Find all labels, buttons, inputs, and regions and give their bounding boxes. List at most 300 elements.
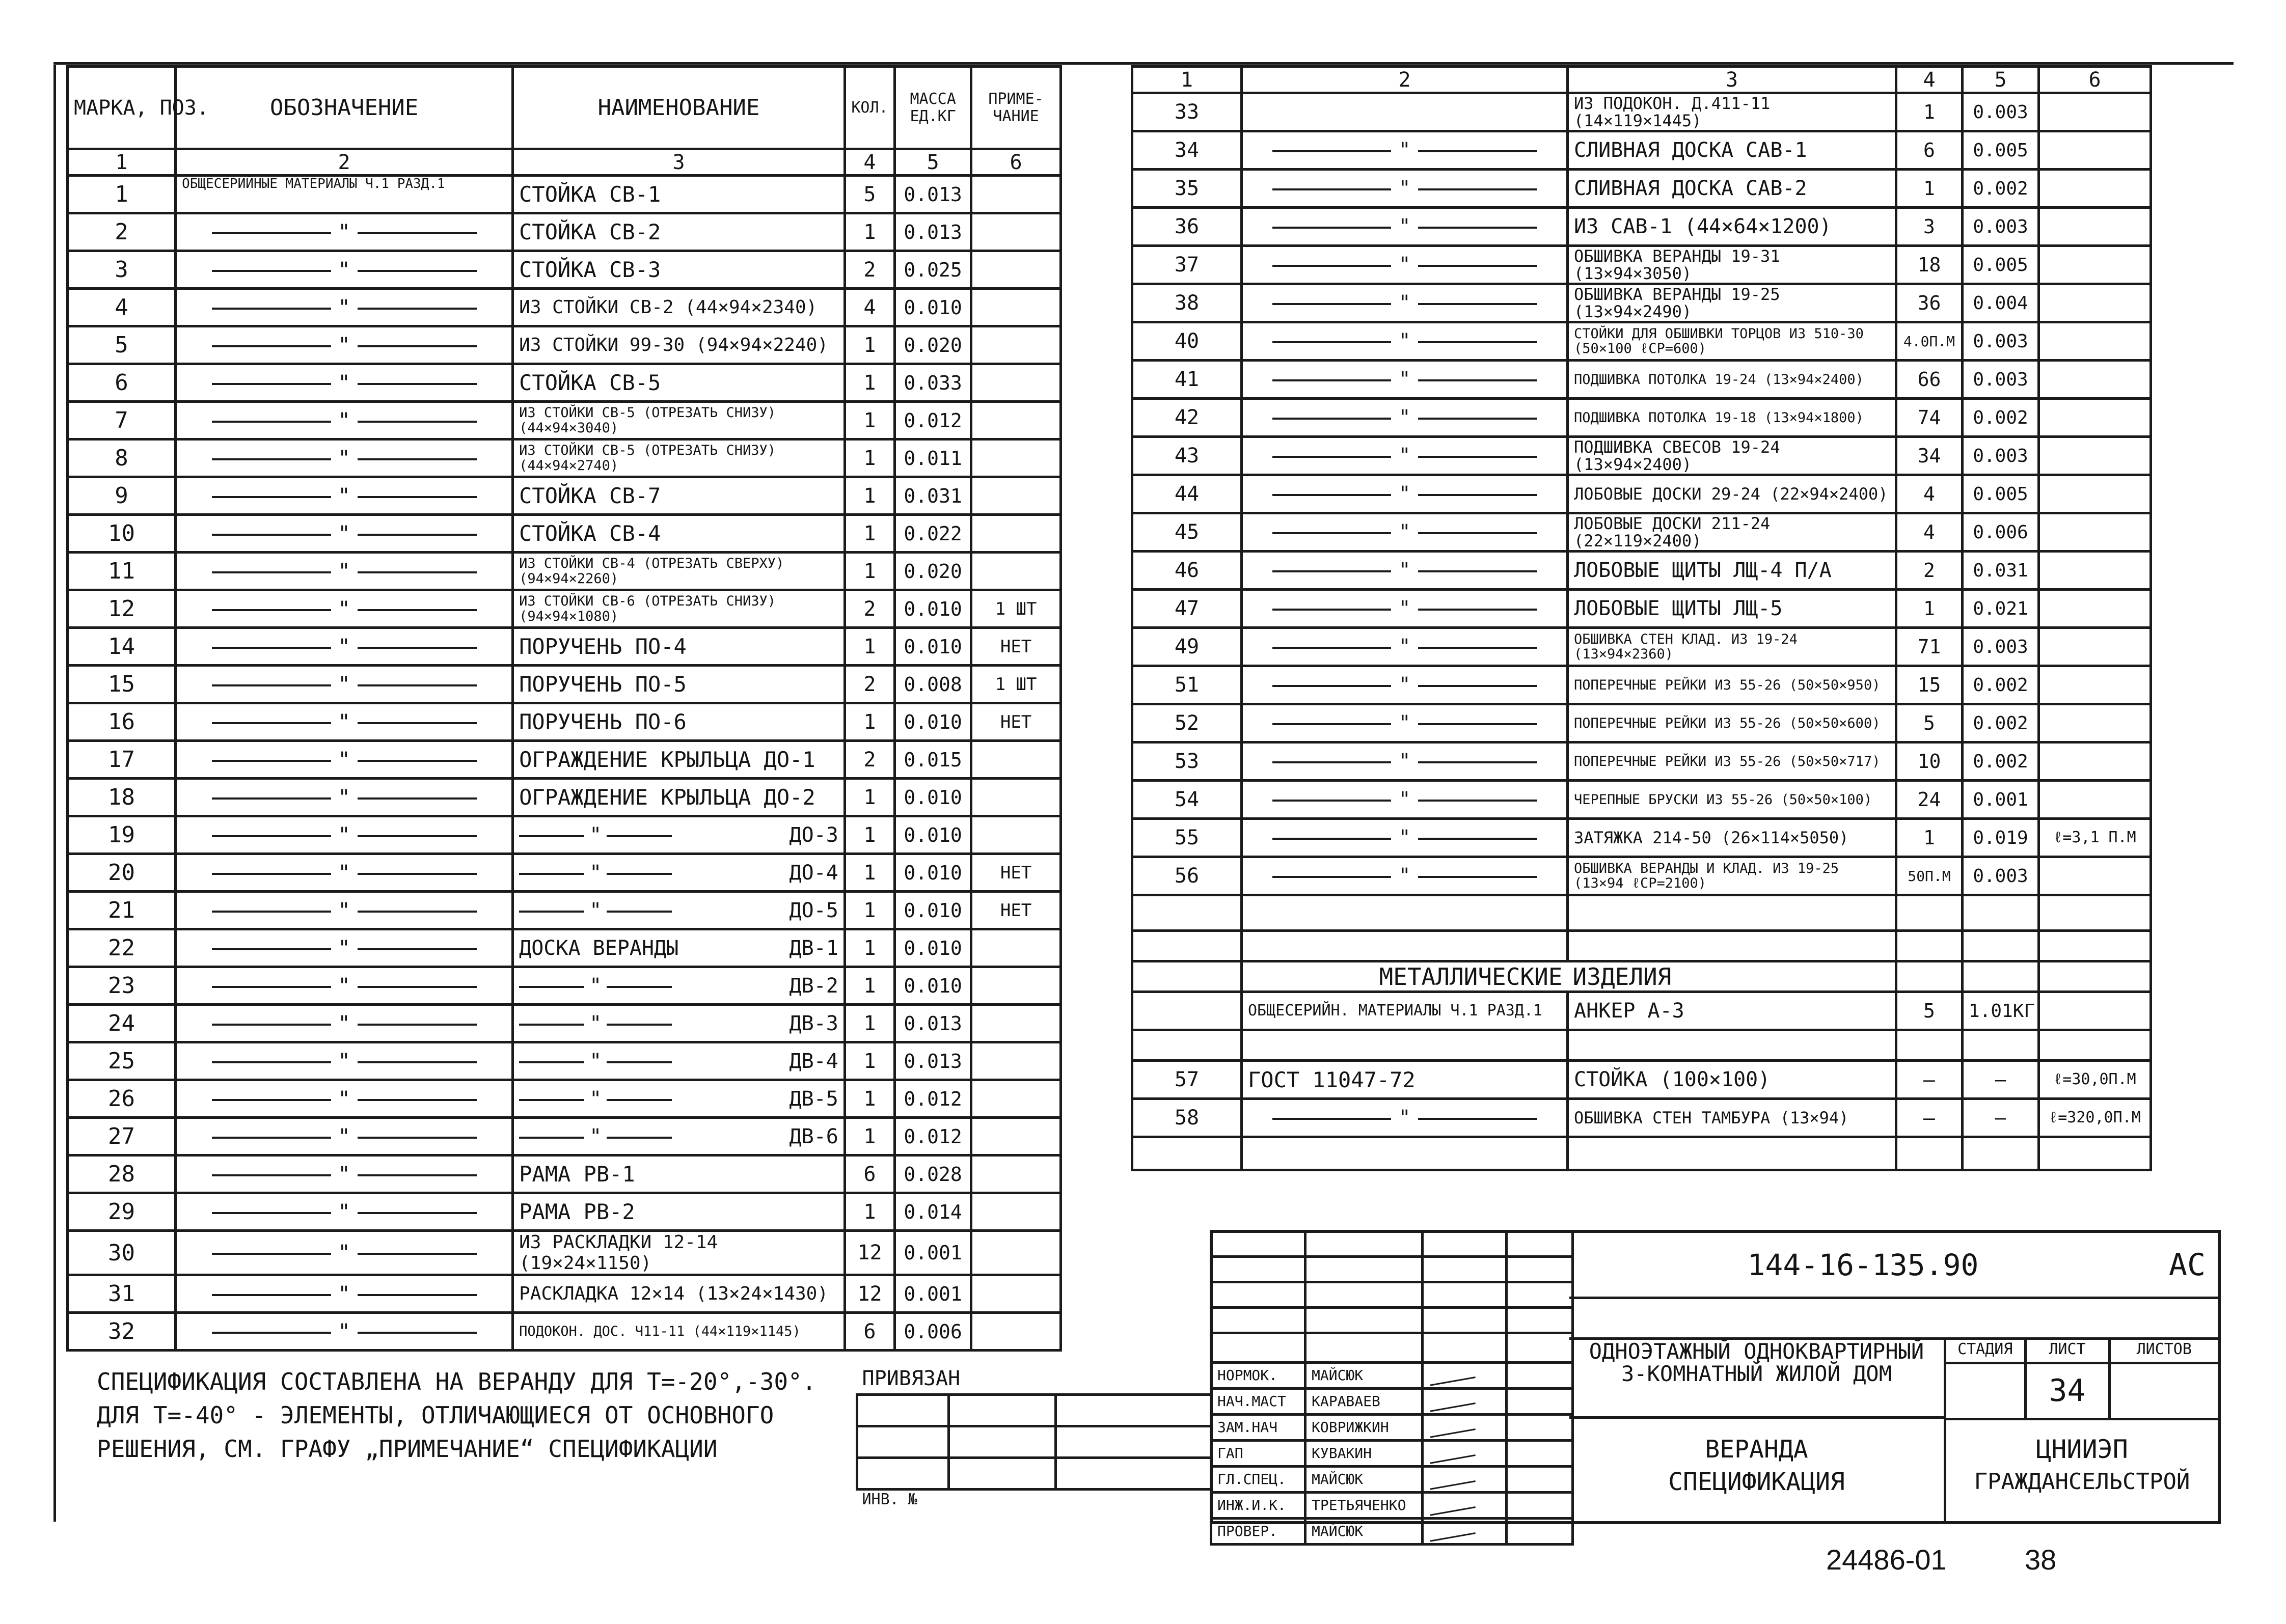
mass-cell: –: [1963, 1061, 2039, 1099]
ditto-mark: [1272, 1106, 1537, 1130]
signature-mark: [1428, 1415, 1476, 1438]
note-cell: [971, 1155, 1061, 1193]
name-text: ОГРАЖДЕНИЕ КРЫЛЬЦА ДО-2: [519, 785, 815, 810]
ditto-text: ": [331, 258, 358, 282]
ditto-text: ": [331, 296, 358, 319]
position-cell: 9: [68, 477, 176, 515]
role-cell: ПРОВЕР.: [1211, 1519, 1305, 1545]
person-cell: МАЙСЮК: [1305, 1363, 1423, 1389]
table-row: [1132, 170, 2151, 208]
drawing-title-2: СПЕЦИФИКАЦИЯ: [1668, 1468, 1845, 1496]
ditto-mark: [212, 823, 477, 847]
designation-cell: [176, 779, 513, 816]
qty-cell: 5: [845, 176, 894, 213]
name-text: ИЗ СТОЙКИ СВ-4 (ОТРЕЗАТЬ СВЕРХУ) (94×94×2260): [519, 555, 784, 587]
ditto-mark: [519, 1125, 672, 1148]
qty-cell: 1: [1896, 819, 1963, 857]
qty-cell: 15: [1896, 666, 1963, 704]
name-mark: ДВ-6: [789, 1124, 838, 1148]
note-cell: [2039, 704, 2151, 742]
mass-cell: 0.010: [895, 289, 971, 326]
qty-cell: 1: [845, 628, 894, 666]
table-row: [1132, 590, 2151, 628]
table-row: [68, 703, 1061, 741]
ditto-text: ": [331, 1087, 358, 1111]
note-cell: [2039, 992, 2151, 1030]
designation-cell: [176, 1042, 513, 1080]
qty-cell: 1: [845, 929, 894, 967]
person-cell: МАЙСЮК: [1305, 1519, 1423, 1545]
ditto-mark: [212, 1241, 477, 1264]
column-number: 2: [1242, 67, 1568, 93]
qty-cell: 4: [845, 289, 894, 326]
signature-cell: [1423, 1415, 1507, 1441]
signature-row: [1211, 1389, 1573, 1415]
qty-cell: 66: [1896, 361, 1963, 399]
name-cell: [513, 1155, 845, 1193]
ditto-mark: [212, 1163, 477, 1186]
note-cell: [2039, 590, 2151, 628]
name-cell: [513, 967, 845, 1005]
name-cell: [513, 741, 845, 779]
mass-cell: 0.022: [895, 515, 971, 553]
designation-cell: [176, 251, 513, 289]
ditto-text: ": [331, 823, 358, 847]
table-row: [68, 1042, 1061, 1080]
name-cell: [513, 477, 845, 515]
mass-cell: 0.010: [895, 892, 971, 929]
name-mark: ДВ-4: [789, 1049, 838, 1073]
ditto-mark: [212, 786, 477, 809]
position-cell: 55: [1132, 819, 1242, 857]
mass-cell: 0.010: [895, 967, 971, 1005]
name-cell: СЛИВНАЯ ДОСКА САВ-1: [1568, 131, 1896, 170]
designation-cell: [1242, 628, 1568, 666]
note-cell: [971, 439, 1061, 477]
ditto-text: ": [1391, 444, 1418, 467]
name-cell: АНКЕР А-3: [1568, 992, 1896, 1030]
qty-cell: 6: [845, 1155, 894, 1193]
position-cell: 37: [1132, 246, 1242, 284]
mass-cell: 1.01КГ: [1963, 992, 2039, 1030]
ditto-text: ": [331, 899, 358, 922]
table-row: [1132, 857, 2151, 895]
position-cell: 2: [68, 213, 176, 251]
signature-mark: [1428, 1363, 1476, 1386]
note-cell: [971, 779, 1061, 816]
ditto-mark: [1272, 559, 1537, 582]
position-cell: 24: [68, 1005, 176, 1042]
qty-cell: 1: [845, 477, 894, 515]
role-cell: НОРМОК.: [1211, 1363, 1305, 1389]
note-cell: [971, 1193, 1061, 1231]
column-number: 1: [1132, 67, 1242, 93]
designation-cell: [176, 666, 513, 703]
ditto-text: ": [331, 1320, 358, 1343]
note-cell: [2039, 742, 2151, 781]
designation-cell: [1242, 170, 1568, 208]
designation-cell: [176, 477, 513, 515]
position-cell: 31: [68, 1275, 176, 1313]
ditto-mark: [212, 974, 477, 998]
name-text: ОГРАЖДЕНИЕ КРЫЛЬЦА ДО-1: [519, 747, 815, 772]
name-cell: ЛОБОВЫЕ ДОСКИ 29-24 (22×94×2400): [1568, 475, 1896, 513]
table-row: [68, 1313, 1061, 1351]
position-cell: 26: [68, 1080, 176, 1118]
position-cell: 21: [68, 892, 176, 929]
ditto-mark: [212, 1200, 477, 1224]
designation-cell: [1242, 437, 1568, 475]
table-row: [68, 213, 1061, 251]
designation-cell: [176, 703, 513, 741]
ditto-text: ": [584, 861, 607, 885]
position-cell: 40: [1132, 322, 1242, 361]
name-cell: [513, 402, 845, 439]
sheet-code: АС: [2168, 1247, 2206, 1283]
qty-cell: 2: [845, 666, 894, 703]
signature-row: [1211, 1467, 1573, 1493]
designation-cell: [1242, 475, 1568, 513]
ditto-text: ": [584, 1050, 607, 1073]
qty-cell: 1: [845, 364, 894, 402]
person-cell: КОВРИЖКИН: [1305, 1415, 1423, 1441]
table-row: [68, 553, 1061, 590]
qty-cell: 2: [845, 741, 894, 779]
designation-cell: [176, 326, 513, 364]
qty-cell: 5: [1896, 704, 1963, 742]
mass-cell: 0.020: [895, 326, 971, 364]
ditto-text: ": [331, 1241, 358, 1264]
qty-cell: 1: [845, 1193, 894, 1231]
project-title: ОДНОЭТАЖНЫЙ ОДНОКВАРТИРНЫЙ 3-КОМНАТНЫЙ ЖИЛОЙ ДОМ: [1589, 1339, 1924, 1386]
position-cell: 53: [1132, 742, 1242, 781]
inv-number-label: ИНВ. №: [857, 1489, 1211, 1509]
name-mark: ДО-4: [789, 861, 838, 885]
qty-cell: 1: [845, 779, 894, 816]
column-number: 2: [176, 149, 513, 176]
table-row: [68, 628, 1061, 666]
ditto-mark: [212, 710, 477, 734]
ditto-text: ": [1391, 215, 1418, 238]
ditto-text: ": [331, 974, 358, 998]
mass-cell: 0.006: [1963, 513, 2039, 552]
table-row: [1132, 131, 2151, 170]
mass-cell: 0.004: [1963, 284, 2039, 322]
position-cell: 27: [68, 1118, 176, 1155]
mass-cell: 0.021: [1963, 590, 2039, 628]
person-cell: МАЙСЮК: [1305, 1467, 1423, 1493]
note-line-2: ДЛЯ T=-40° - ЭЛЕМЕНТЫ, ОТЛИЧАЮЩИЕСЯ ОТ ОСНОВНОГО: [97, 1401, 774, 1429]
note-cell: НЕТ: [971, 854, 1061, 892]
name-cell: ИЗ САВ-1 (44×64×1200): [1568, 208, 1896, 246]
mass-cell: 0.031: [1963, 552, 2039, 590]
name-cell: [513, 666, 845, 703]
position-cell: 28: [68, 1155, 176, 1193]
note-cell: [2039, 131, 2151, 170]
note-cell: [971, 364, 1061, 402]
name-text: РАМА РВ-2: [519, 1199, 635, 1224]
note-cell: [2039, 666, 2151, 704]
ditto-mark: [1272, 139, 1537, 162]
ditto-mark: [212, 635, 477, 658]
empty-row: [1132, 1137, 2151, 1170]
position-cell: 17: [68, 741, 176, 779]
name-mark: ДО-3: [789, 823, 838, 847]
name-cell: [513, 1118, 845, 1155]
ditto-mark: [212, 1087, 477, 1111]
name-cell: [513, 176, 845, 213]
column-number: 1: [68, 149, 176, 176]
ditto-text: ": [1391, 635, 1418, 658]
note-cell: [971, 477, 1061, 515]
left-spec-table: [66, 65, 1062, 1352]
position-cell: 15: [68, 666, 176, 703]
designation-cell: [1242, 781, 1568, 819]
right-spec-table: [1131, 65, 2152, 1171]
position-cell: 49: [1132, 628, 1242, 666]
table-row: [1132, 284, 2151, 322]
ditto-mark: [212, 1125, 477, 1148]
position-cell: 41: [1132, 361, 1242, 399]
note-cell: ℓ=3,1 П.М: [2039, 819, 2151, 857]
table-row: [1132, 208, 2151, 246]
ditto-text: ": [331, 221, 358, 244]
qty-cell: 1: [845, 553, 894, 590]
position-cell: 11: [68, 553, 176, 590]
designation-cell: [176, 213, 513, 251]
designation-cell: [176, 1193, 513, 1231]
ditto-mark: [1272, 444, 1537, 467]
mass-cell: 0.014: [895, 1193, 971, 1231]
ditto-mark: [1272, 215, 1537, 238]
table-row: [68, 1193, 1061, 1231]
name-cell: [513, 1231, 845, 1275]
name-cell: [513, 1080, 845, 1118]
table-row: [1132, 704, 2151, 742]
name-cell: [513, 364, 845, 402]
name-cell: ЛОБОВЫЕ ЩИТЫ ЛЩ-5: [1568, 590, 1896, 628]
table-row: [68, 816, 1061, 854]
sheet-number: 34: [2025, 1363, 2109, 1419]
ditto-mark: [1272, 406, 1537, 429]
ditto-text: ": [1391, 597, 1418, 620]
ditto-text: ": [331, 673, 358, 696]
designation-cell: [176, 402, 513, 439]
note-cell: [971, 402, 1061, 439]
ditto-text: ": [331, 861, 358, 885]
metal-heading-row: [1132, 961, 2151, 992]
table-row: [68, 176, 1061, 213]
org-name-2: ГРАЖДАНСЕЛЬСТРОЙ: [1974, 1469, 2190, 1495]
name-cell: [513, 892, 845, 929]
position-cell: 10: [68, 515, 176, 553]
mass-cell: 0.002: [1963, 742, 2039, 781]
name-mark: ДВ-3: [789, 1011, 838, 1035]
note-cell: [2039, 399, 2151, 437]
position-cell: 22: [68, 929, 176, 967]
position-cell: 57: [1132, 1061, 1242, 1099]
mass-cell: 0.010: [895, 779, 971, 816]
position-cell: 18: [68, 779, 176, 816]
name-cell: ЛОБОВЫЕ ЩИТЫ ЛЩ-4 П/А: [1568, 552, 1896, 590]
mass-cell: 0.005: [1963, 475, 2039, 513]
name-text: СТОЙКА СВ-4: [519, 521, 661, 546]
note-cell: [971, 1313, 1061, 1351]
empty-row: [1132, 895, 2151, 931]
signature-cell: [1423, 1467, 1507, 1493]
signature-mark: [1428, 1467, 1476, 1490]
table-row: [68, 402, 1061, 439]
qty-cell: 12: [845, 1231, 894, 1275]
note-cell: [2039, 93, 2151, 131]
name-text: СТОЙКА СВ-5: [519, 370, 661, 395]
ditto-mark: [1272, 673, 1537, 697]
qty-cell: 5: [1896, 992, 1963, 1030]
qty-cell: 4: [1896, 475, 1963, 513]
mass-cell: –: [1963, 1099, 2039, 1137]
name-cell: [513, 1313, 845, 1351]
note-cell: [971, 515, 1061, 553]
ditto-text: ": [584, 1125, 607, 1148]
note-line-1: СПЕЦИФИКАЦИЯ СОСТАВЛЕНА НА ВЕРАНДУ ДЛЯ T=-20°,-30°.: [97, 1368, 817, 1395]
table-row: [1132, 93, 2151, 131]
position-cell: 35: [1132, 170, 1242, 208]
signature-mark: [1428, 1389, 1476, 1412]
mass-cell: 0.003: [1963, 322, 2039, 361]
column-number: 4: [1896, 67, 1963, 93]
mass-cell: 0.008: [895, 666, 971, 703]
role-cell: НАЧ.МАСТ: [1211, 1389, 1305, 1415]
ditto-mark: [1272, 177, 1537, 200]
note-cell: [2039, 208, 2151, 246]
name-text: ДОСКА ВЕРАНДЫ: [519, 936, 679, 960]
name-text: ИЗ СТОЙКИ СВ-5 (ОТРЕЗАТЬ СНИЗУ) (44×94×2740): [519, 442, 776, 474]
ditto-text: ": [1391, 520, 1418, 544]
name-text: СТОЙКА СВ-3: [519, 257, 661, 282]
note-cell: [971, 1080, 1061, 1118]
mass-cell: 0.011: [895, 439, 971, 477]
table-row: [1132, 666, 2151, 704]
note-cell: НЕТ: [971, 703, 1061, 741]
signature-cell: [1423, 1519, 1507, 1545]
mass-cell: 0.003: [1963, 437, 2039, 475]
mass-cell: 0.020: [895, 553, 971, 590]
position-cell: 8: [68, 439, 176, 477]
column-number: 5: [1963, 67, 2039, 93]
ditto-mark: [519, 1012, 672, 1035]
ditto-mark: [212, 522, 477, 545]
ditto-text: ": [331, 1163, 358, 1186]
note-cell: [971, 1231, 1061, 1275]
mass-cell: 0.012: [895, 1080, 971, 1118]
table-row: [68, 477, 1061, 515]
designation-cell: [1242, 131, 1568, 170]
name-cell: ЗАТЯЖКА 214-50 (26×114×5050): [1568, 819, 1896, 857]
mass-cell: 0.010: [895, 590, 971, 628]
mass-cell: 0.025: [895, 251, 971, 289]
position-cell: 20: [68, 854, 176, 892]
ditto-text: ": [1391, 1106, 1418, 1130]
ditto-mark: [519, 974, 672, 998]
qty-cell: 4.0П.М: [1896, 322, 1963, 361]
ditto-mark: [212, 597, 477, 621]
ditto-mark: [212, 748, 477, 772]
designation-cell: [1242, 590, 1568, 628]
mass-cell: 0.010: [895, 816, 971, 854]
qty-cell: 6: [1896, 131, 1963, 170]
ditto-text: ": [331, 1012, 358, 1035]
table-row: [68, 590, 1061, 628]
qty-cell: –: [1896, 1099, 1963, 1137]
role-cell: ГЛ.СПЕЦ.: [1211, 1467, 1305, 1493]
table-row: [68, 741, 1061, 779]
qty-cell: 1: [845, 854, 894, 892]
name-cell: [513, 251, 845, 289]
ditto-text: ": [584, 899, 607, 922]
name-cell: [513, 779, 845, 816]
header-designation: ОБОЗНАЧЕНИЕ: [176, 67, 513, 149]
table-row: [68, 1275, 1061, 1313]
position-cell: 1: [68, 176, 176, 213]
ditto-mark: [1272, 864, 1537, 888]
note-cell: [971, 741, 1061, 779]
header-mass: МАССА ЕД.КГ: [895, 67, 971, 149]
ditto-mark: [1272, 597, 1537, 620]
mass-cell: 0.028: [895, 1155, 971, 1193]
designation-cell: [1242, 666, 1568, 704]
designation-cell: [176, 967, 513, 1005]
mass-cell: 0.003: [1963, 628, 2039, 666]
signature-cell: [1423, 1493, 1507, 1519]
ditto-text: ": [331, 786, 358, 809]
ditto-text: ": [1391, 788, 1418, 811]
table-row: [68, 967, 1061, 1005]
qty-cell: 10: [1896, 742, 1963, 781]
position-cell: 14: [68, 628, 176, 666]
ditto-text: ": [1391, 711, 1418, 735]
name-cell: [513, 553, 845, 590]
note-cell: [971, 213, 1061, 251]
designation-cell: [176, 628, 513, 666]
designation-cell: [1242, 704, 1568, 742]
position-cell: 5: [68, 326, 176, 364]
mass-cell: 0.013: [895, 213, 971, 251]
stage-sheet-table: [1946, 1337, 2218, 1420]
role-cell: ГАП: [1211, 1441, 1305, 1467]
note-cell: [971, 176, 1061, 213]
spec-note: [97, 1365, 861, 1466]
note-cell: [2039, 857, 2151, 895]
position-cell: 6: [68, 364, 176, 402]
position-cell: 23: [68, 967, 176, 1005]
ditto-text: ": [584, 823, 607, 847]
name-cell: ОБШИВКА ВЕРАНДЫ 19-25 (13×94×2490): [1568, 284, 1896, 322]
designation-cell: [1242, 1099, 1568, 1137]
table-row: [1132, 1061, 2151, 1099]
mass-cell: 0.005: [1963, 131, 2039, 170]
note-cell: [971, 1005, 1061, 1042]
qty-cell: 1: [845, 703, 894, 741]
position-cell: 56: [1132, 857, 1242, 895]
ditto-mark: [212, 447, 477, 470]
qty-cell: 2: [845, 590, 894, 628]
signature-cell: [1423, 1441, 1507, 1467]
note-cell: [2039, 513, 2151, 552]
position-cell: 29: [68, 1193, 176, 1231]
note-cell: [2039, 628, 2151, 666]
mass-cell: 0.013: [895, 1042, 971, 1080]
designation-cell: [1242, 857, 1568, 895]
